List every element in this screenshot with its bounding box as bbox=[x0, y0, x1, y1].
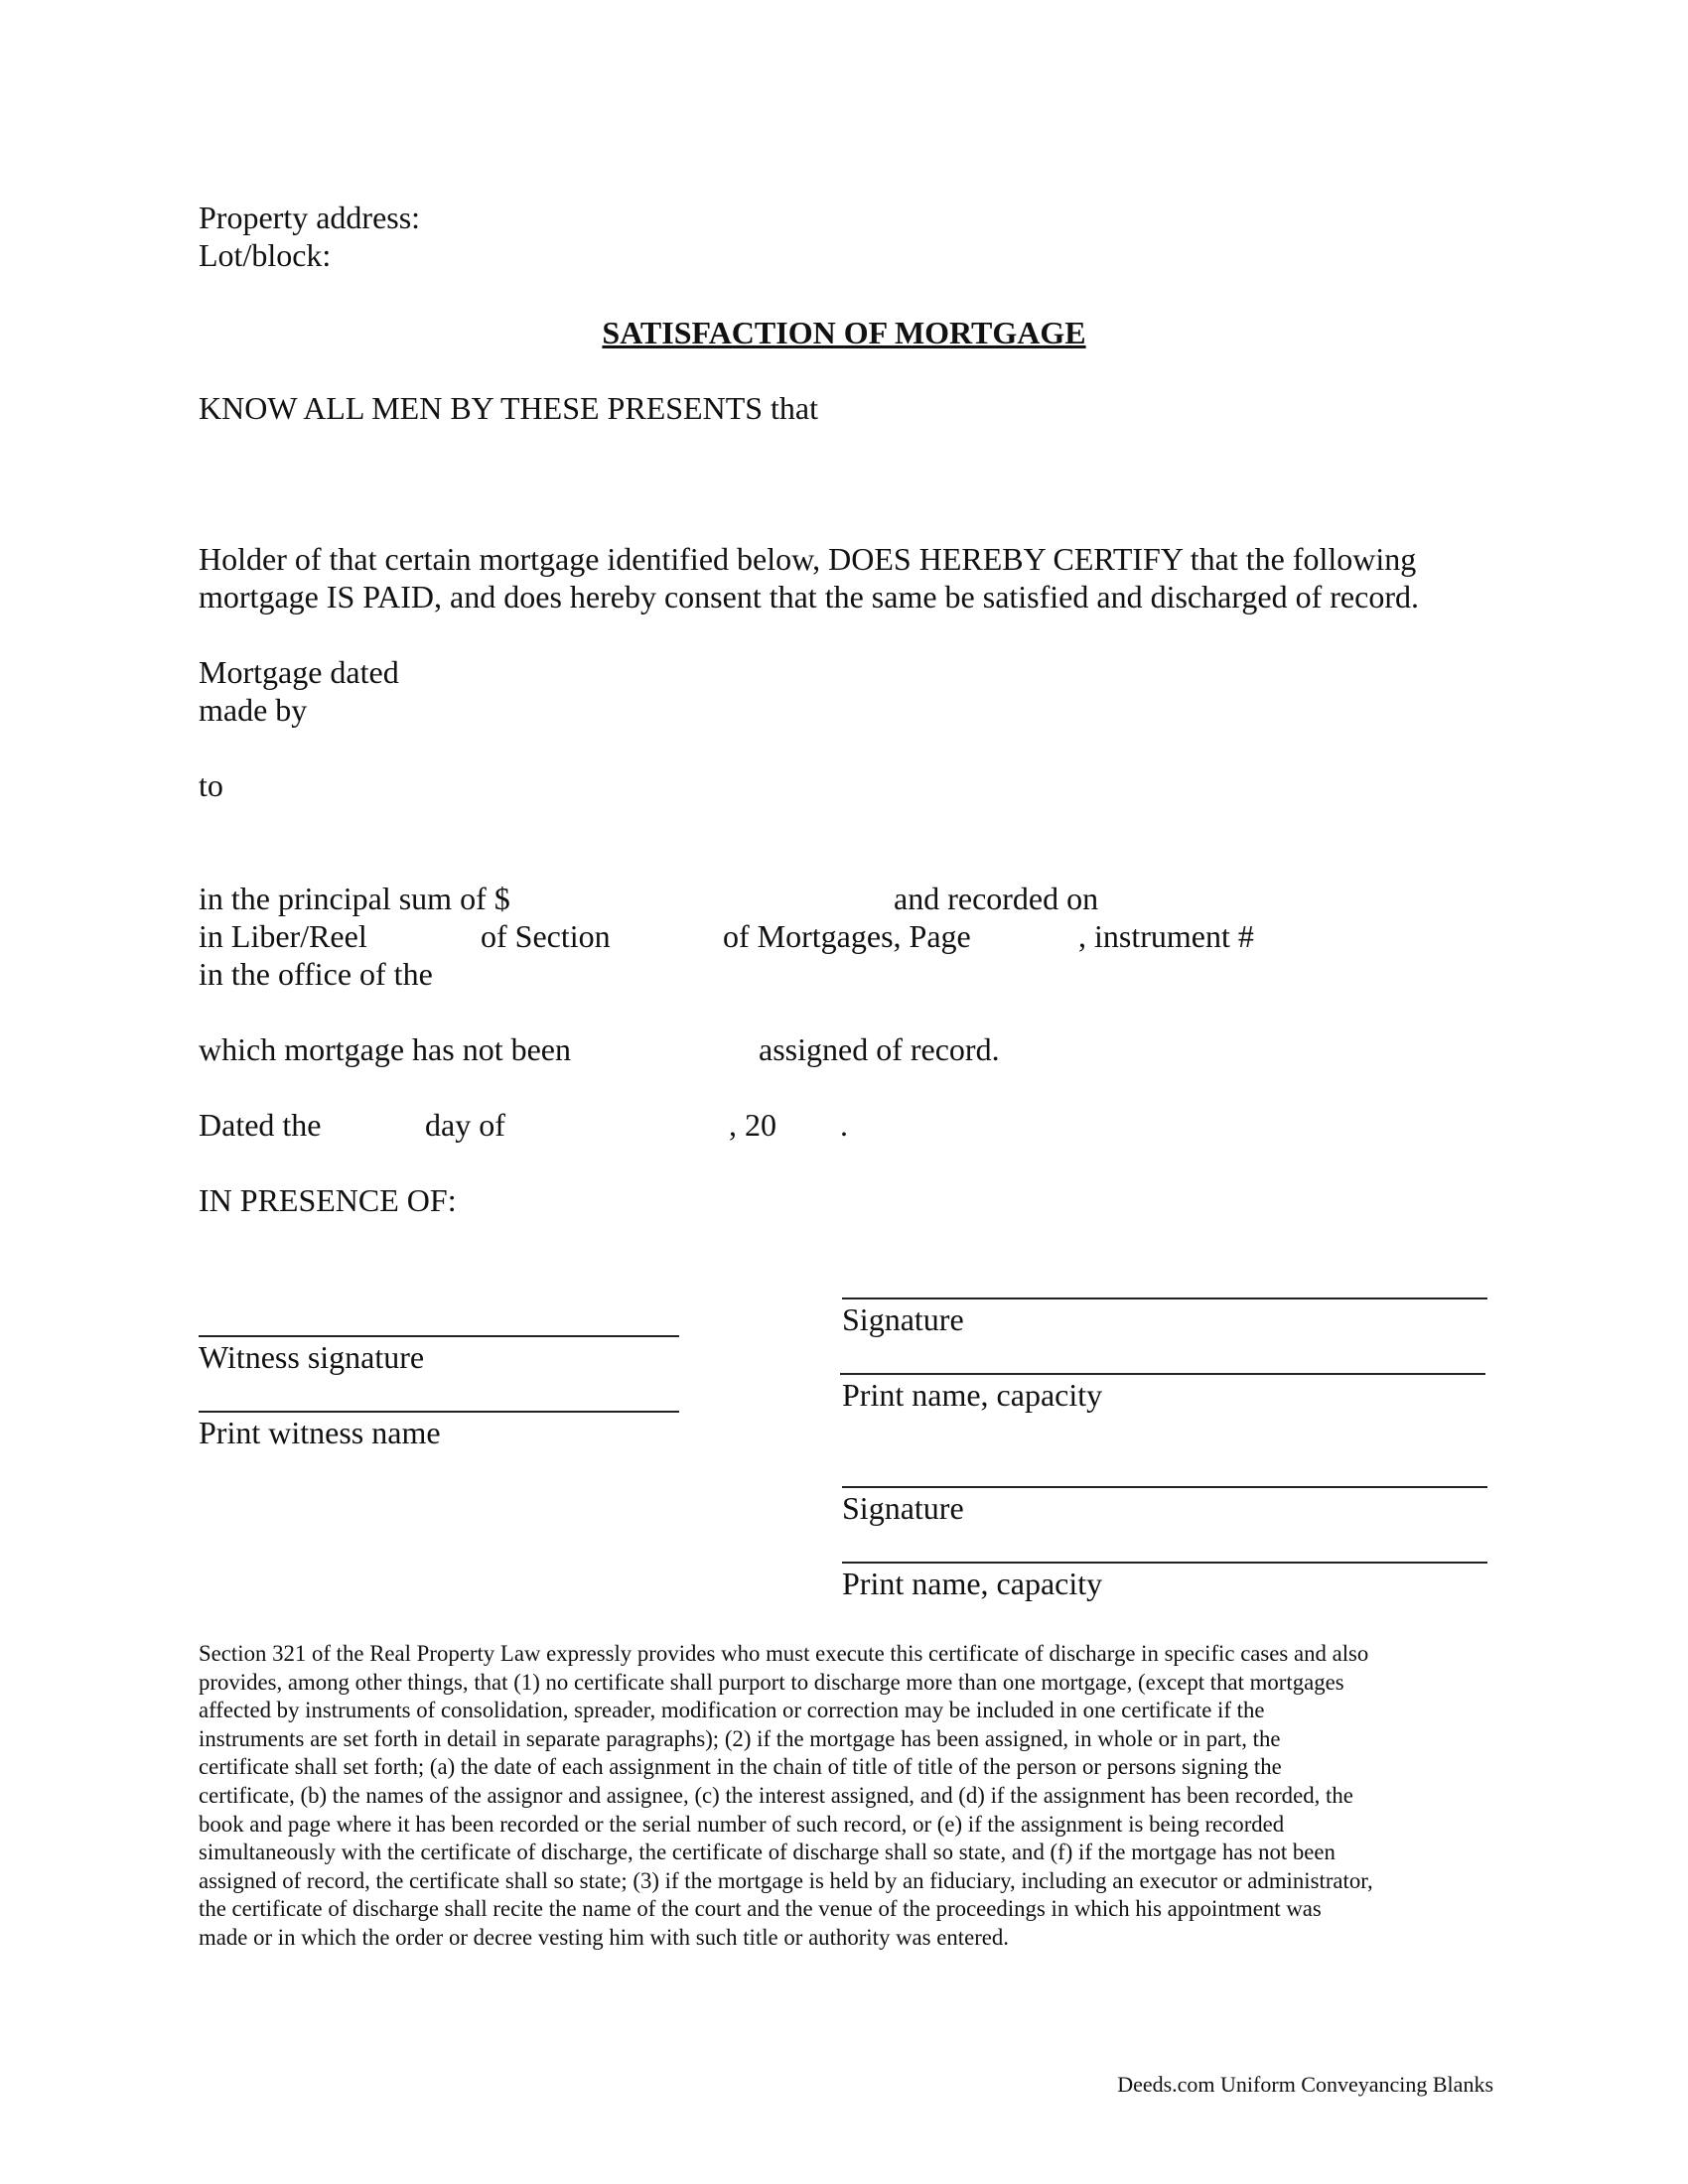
liber-reel-label: in Liber/Reel bbox=[199, 918, 367, 954]
print-witness-name-label: Print witness name bbox=[199, 1415, 441, 1450]
mortgages-page-label: of Mortgages, Page bbox=[723, 918, 971, 954]
footer-text: Deeds.com Uniform Conveyancing Blanks bbox=[1117, 2072, 1493, 2097]
certify-line-2: mortgage IS PAID, and does hereby consent that the same be satisfied and discharged of record. bbox=[199, 579, 1419, 614]
lot-block-label: Lot/block: bbox=[199, 237, 332, 273]
day-of-label: day of bbox=[425, 1107, 505, 1143]
date-period: . bbox=[840, 1107, 848, 1143]
office-label: in the office of the bbox=[199, 956, 433, 992]
made-by-label: made by bbox=[199, 692, 308, 728]
legal-note: Section 321 of the Real Property Law expressly provides who must execute this certificate of discharge in specific cases and also provides, among other things, that (1) no certificate shall purport to discharge more than one mortgage, (except that mortgages affected by instruments of consolidation, spreader, modification or correction may be included in one certificate if the instruments are set forth in detail in separate paragraphs); (2) if the mortgage has been assigned, in whole or in part, the certificate shall set forth; (a) the date of each assignment in the chain of title of title of the person or persons signing the certificate, (b) the names of the assignor and assignee, (c) the interest assigned, and (d) if the assignment has been recorded, the book and page where it has been recorded or the serial number of such record, or (e) if the assignment is being recorded simultaneously with the certificate of discharge, the certificate of discharge shall so state, and (f) if the mortgage has not been assigned of record, the certificate shall so state; (3) if the mortgage is held by an fiduciary, including an executor or administrator, the certificate of discharge shall recite the name of the court and the venue of the proceedings in which his appointment was made or in which the order or decree vesting him with such title or authority was entered. bbox=[199, 1641, 1373, 1950]
witness-name-line bbox=[199, 1411, 679, 1413]
print-name-line-2 bbox=[842, 1562, 1487, 1564]
certify-line-1: Holder of that certain mortgage identified below, DOES HEREBY CERTIFY that the following bbox=[199, 541, 1417, 577]
signature-line-1 bbox=[842, 1297, 1487, 1299]
year-prefix: , 20 bbox=[729, 1107, 776, 1143]
section-label: of Section bbox=[481, 918, 611, 954]
print-name-label-2: Print name, capacity bbox=[842, 1566, 1103, 1601]
witness-signature-line bbox=[199, 1335, 679, 1337]
print-name-line-1 bbox=[840, 1373, 1485, 1375]
instrument-number-label: , instrument # bbox=[1078, 918, 1254, 954]
assigned-suffix: assigned of record. bbox=[759, 1031, 1000, 1067]
principal-sum-label: in the principal sum of $ bbox=[199, 881, 510, 916]
dated-prefix: Dated the bbox=[199, 1107, 322, 1143]
recorded-on-label: and recorded on bbox=[894, 881, 1099, 916]
to-label: to bbox=[199, 767, 223, 803]
signature-label-2: Signature bbox=[842, 1490, 964, 1526]
mortgage-dated-label: Mortgage dated bbox=[199, 654, 399, 690]
signature-label-1: Signature bbox=[842, 1301, 964, 1337]
signature-line-2 bbox=[842, 1486, 1487, 1488]
intro-text: KNOW ALL MEN BY THESE PRESENTS that bbox=[199, 390, 819, 426]
property-address-label: Property address: bbox=[199, 200, 421, 235]
assigned-prefix: which mortgage has not been bbox=[199, 1031, 571, 1067]
print-name-label-1: Print name, capacity bbox=[842, 1377, 1103, 1413]
in-presence-of-label: IN PRESENCE OF: bbox=[199, 1182, 457, 1218]
witness-signature-label: Witness signature bbox=[199, 1339, 425, 1375]
document-title: SATISFACTION OF MORTGAGE bbox=[602, 315, 1086, 350]
